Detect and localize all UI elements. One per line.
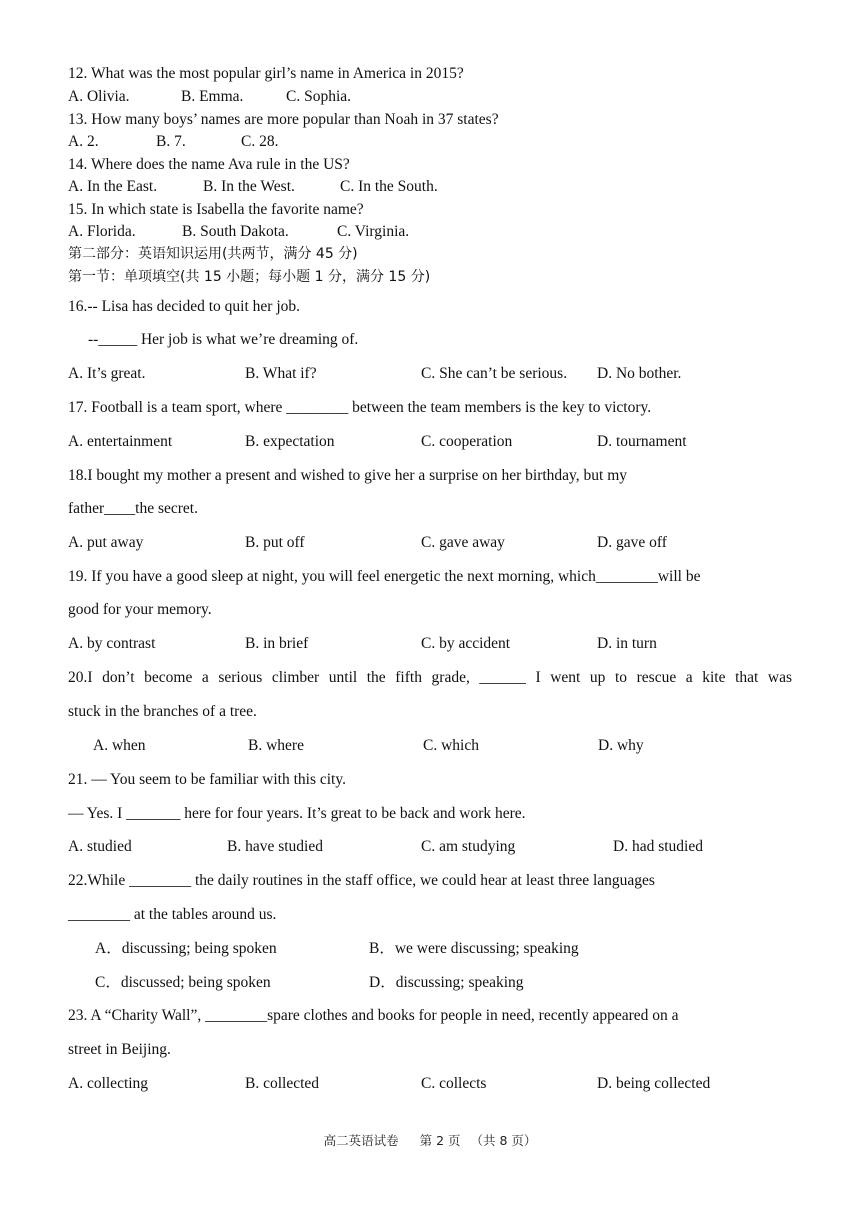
q20-option-d: D. why: [598, 737, 644, 754]
q14-option-c: C. In the South.: [340, 178, 438, 195]
q22-stem-line1: 22.While ________ the daily routines in the staff office, we could hear at least three languages: [68, 872, 655, 889]
footer-page-number: 第 2 页: [419, 1133, 461, 1148]
q14-option-b: B. In the West.: [203, 178, 295, 195]
q21-option-b: B. have studied: [227, 838, 323, 855]
q22-option-a: A．discussing; being spoken: [95, 940, 277, 957]
q22-option-d: D．discussing; speaking: [369, 974, 524, 991]
q21-option-d: D. had studied: [613, 838, 703, 855]
q18-option-c: C. gave away: [421, 534, 505, 551]
q13-option-b: B. 7.: [156, 133, 186, 150]
q19-option-b: B. in brief: [245, 635, 309, 652]
footer-title: 高二英语试卷: [323, 1133, 399, 1148]
q17-stem: 17. Football is a team sport, where ________ between the team members is the key to victory.: [68, 399, 652, 416]
q19-option-c: C. by accident: [421, 635, 511, 652]
part-two-heading: 第二部分：英语知识运用(共两节，满分 45 分): [68, 246, 358, 262]
q16-option-d: D. No bother.: [597, 365, 682, 382]
q21-stem-line2: — Yes. I _______ here for four years. It’s great to be back and work here.: [68, 805, 526, 822]
q19-option-d: D. in turn: [597, 635, 657, 652]
q21-stem-line1: 21. — You seem to be familiar with this city.: [68, 771, 346, 788]
q23-option-d: D. being collected: [597, 1075, 711, 1092]
q21-option-c: C. am studying: [421, 838, 516, 855]
page-footer: [0, 1131, 860, 1149]
q16-option-c: C. She can’t be serious.: [421, 365, 568, 382]
q19-stem-line2: good for your memory.: [68, 601, 212, 618]
q17-option-d: D. tournament: [597, 433, 687, 450]
q23-option-a: A. collecting: [68, 1075, 149, 1092]
q14-option-a: A. In the East.: [68, 178, 158, 195]
q19-option-a: A. by contrast: [68, 635, 156, 652]
q18-option-b: B. put off: [245, 534, 305, 551]
q18-option-a: A. put away: [68, 534, 144, 551]
q15-option-c: C. Virginia.: [337, 223, 410, 240]
q16-option-b: B. What if?: [245, 365, 317, 382]
q23-option-c: C. collects: [421, 1075, 487, 1092]
q23-option-b: B. collected: [245, 1075, 320, 1092]
q15-stem: 15. In which state is Isabella the favorite name?: [68, 201, 364, 218]
q21-option-a: A. studied: [68, 838, 132, 855]
q22-option-b: B．we were discussing; speaking: [369, 940, 579, 957]
q23-stem-line2: street in Beijing.: [68, 1041, 171, 1058]
q18-stem-line2: father____the secret.: [68, 500, 198, 517]
q12-stem: 12. What was the most popular girl’s name in America in 2015?: [68, 65, 464, 82]
q18-stem-line1: 18.I bought my mother a present and wished to give her a surprise on her birthday, but my: [68, 467, 628, 484]
q13-stem: 13. How many boys’ names are more popular than Noah in 37 states?: [68, 111, 499, 128]
q12-option-a: A. Olivia.: [68, 88, 130, 105]
q12-option-b: B. Emma.: [181, 88, 244, 105]
q13-option-c: C. 28.: [241, 133, 279, 150]
q12-option-c: C. Sophia.: [286, 88, 352, 105]
q14-stem: 14. Where does the name Ava rule in the US?: [68, 156, 350, 173]
q17-option-a: A. entertainment: [68, 433, 173, 450]
q22-option-c: C．discussed; being spoken: [95, 974, 271, 991]
q22-stem-line2: ________ at the tables around us.: [68, 906, 277, 923]
q15-option-a: A. Florida.: [68, 223, 136, 240]
q16-option-a: A. It’s great.: [68, 365, 146, 382]
q20-stem-line1: 20.I don’t become a serious climber until the fifth grade, ______ I went up to rescue a kite that was: [68, 669, 792, 686]
footer-total-pages: （共 8 页）: [470, 1133, 537, 1148]
q20-option-b: B. where: [248, 737, 304, 754]
q20-stem-line2: stuck in the branches of a tree.: [68, 703, 257, 720]
q17-option-c: C. cooperation: [421, 433, 513, 450]
q15-option-b: B. South Dakota.: [182, 223, 289, 240]
q18-option-d: D. gave off: [597, 534, 667, 551]
q23-stem-line1: 23. A “Charity Wall”, ________spare clothes and books for people in need, recently appeared on a: [68, 1007, 679, 1024]
q16-stem-line2: --_____ Her job is what we’re dreaming of.: [88, 331, 359, 348]
q19-stem-line1: 19. If you have a good sleep at night, you will feel energetic the next morning, which________will be: [68, 568, 701, 585]
q20-option-a: A. when: [93, 737, 146, 754]
q13-option-a: A. 2.: [68, 133, 99, 150]
q17-option-b: B. expectation: [245, 433, 335, 450]
q20-option-c: C. which: [423, 737, 479, 754]
section-one-heading: 第一节：单项填空(共 15 小题；每小题 1 分，满分 15 分): [68, 269, 431, 285]
q16-stem-line1: 16.-- Lisa has decided to quit her job.: [68, 298, 301, 315]
